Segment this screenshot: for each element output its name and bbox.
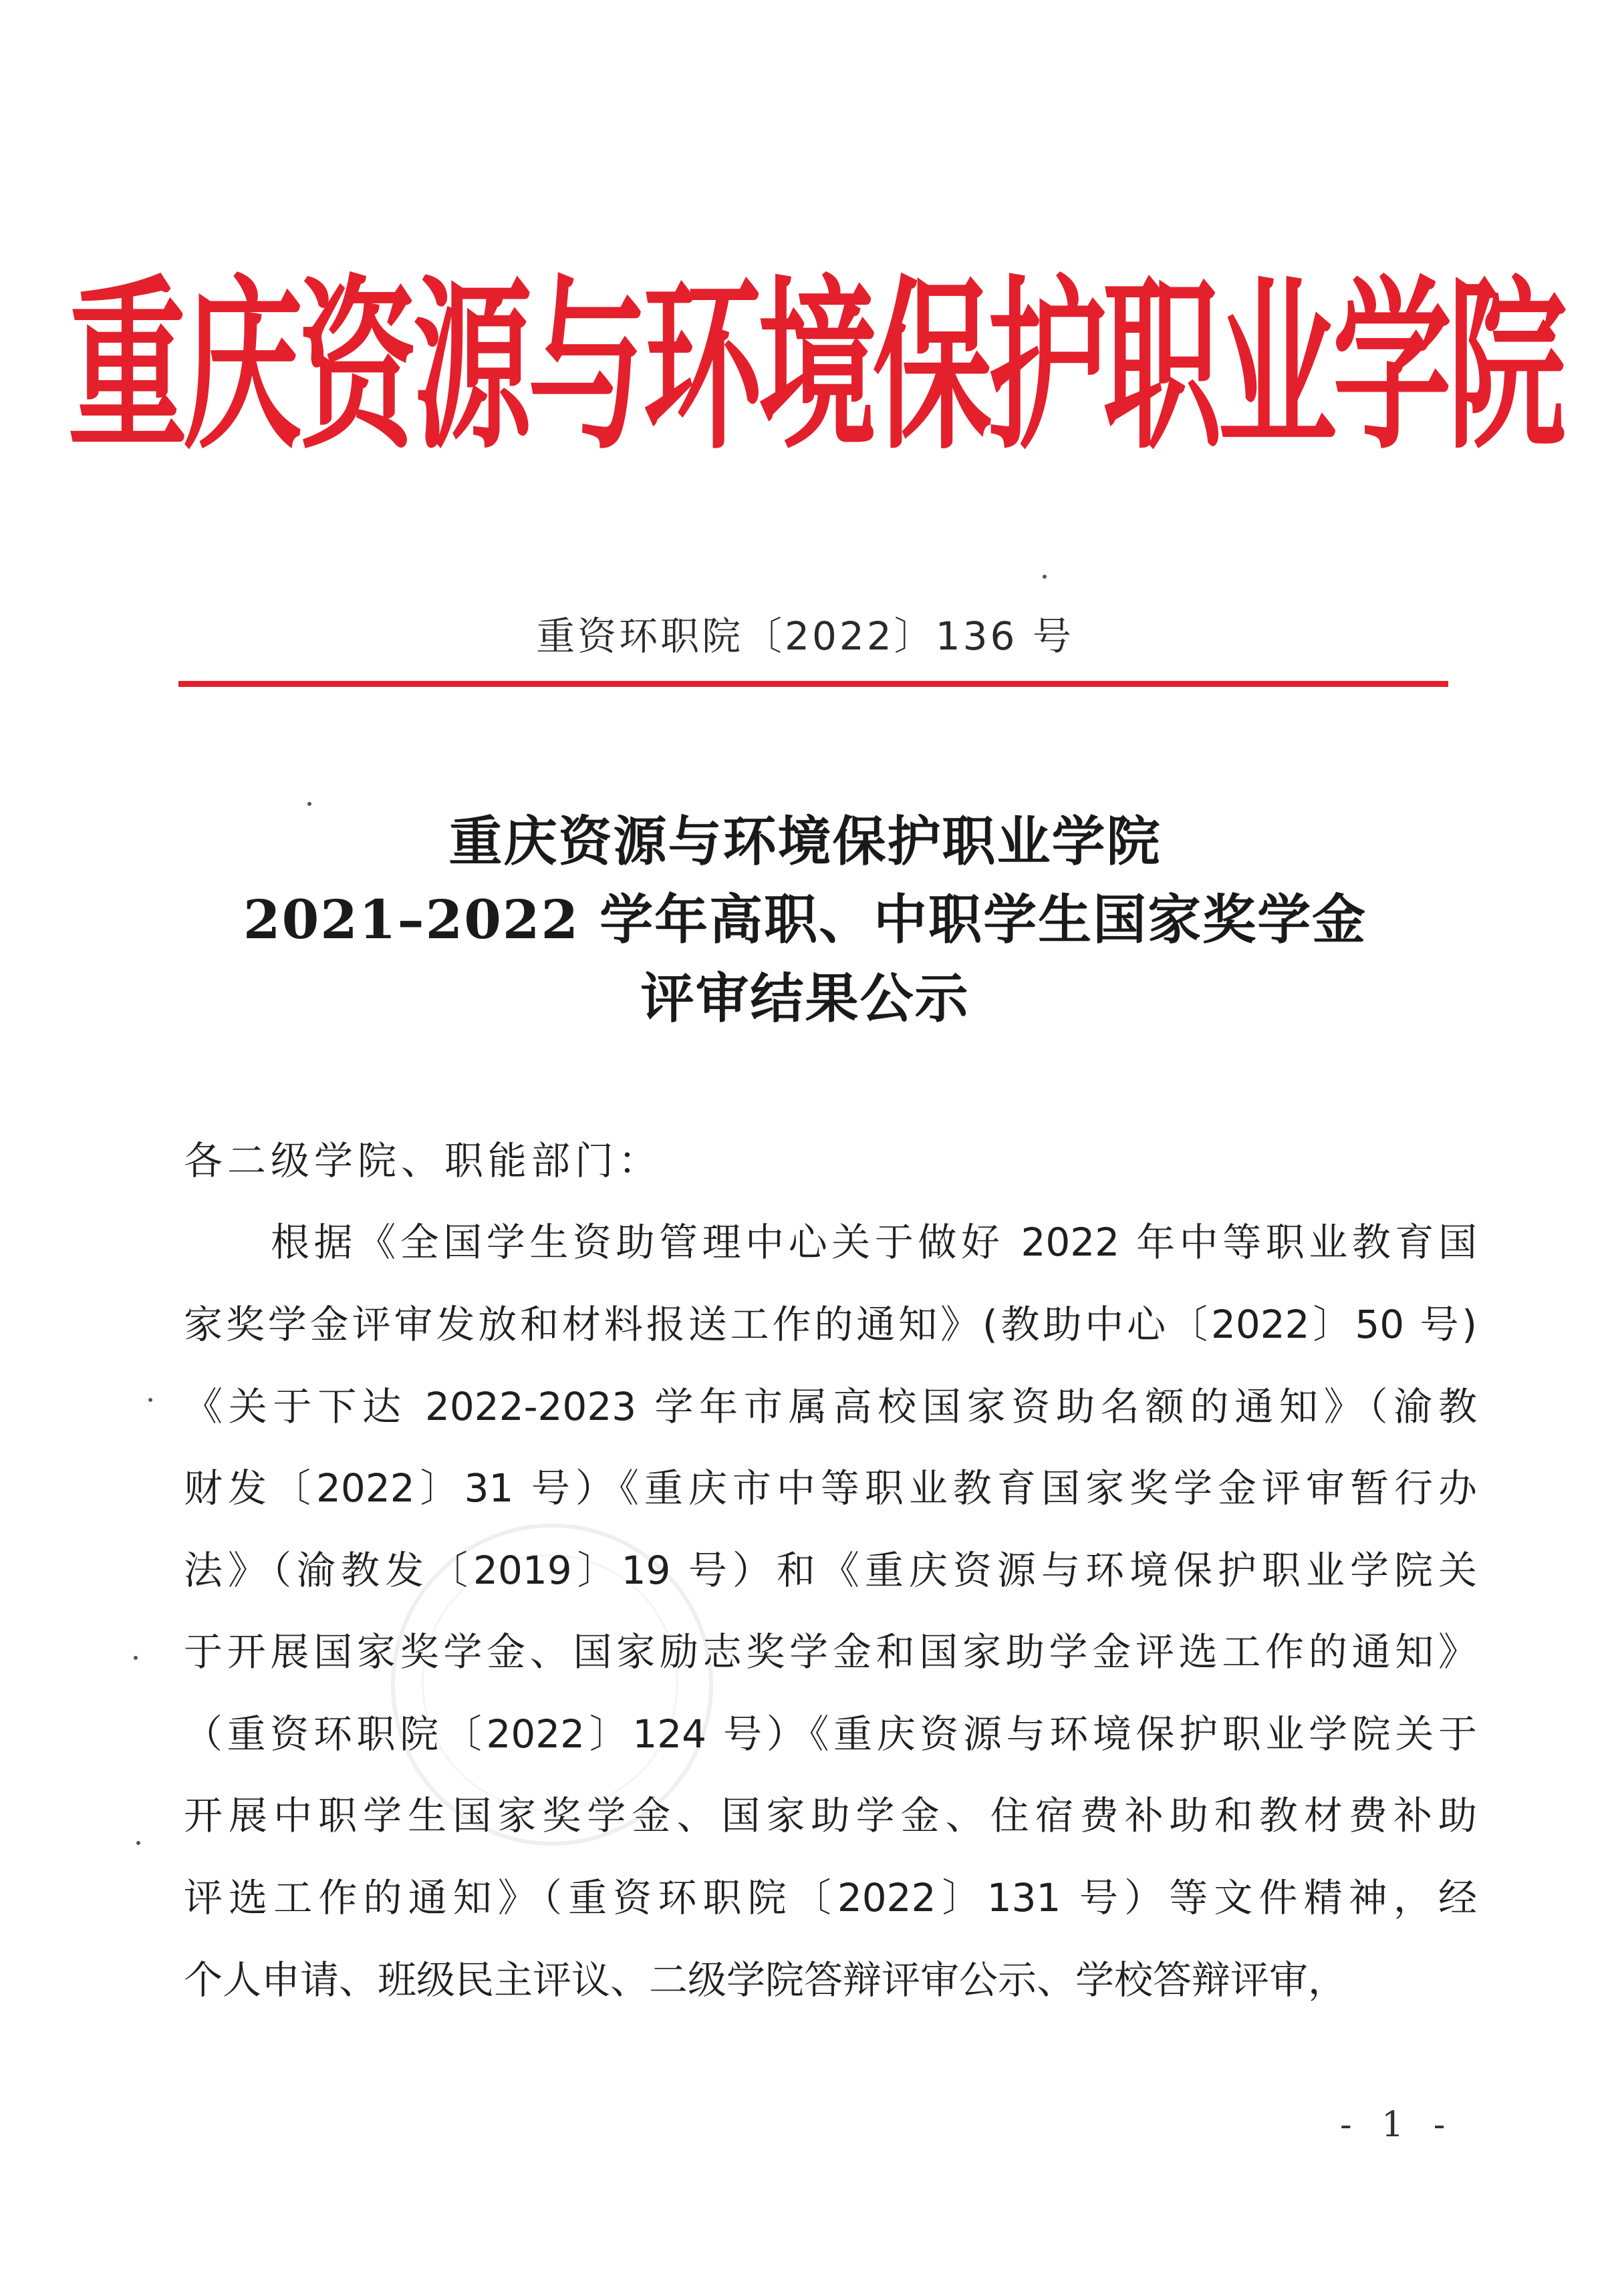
title-line-2: 2021–2022 学年高职、中职学生国家奖学金	[243, 888, 1367, 951]
body-line: 法》（渝教发〔2019〕19 号）和《重庆资源与环境保护职业学院关	[184, 1548, 1477, 1593]
scan-speck	[148, 1398, 152, 1402]
salutation: 各二级学院、职能部门：	[184, 1138, 662, 1183]
body-line: 财发〔2022〕31 号）《重庆市中等职业教育国家奖学金评审暂行办	[184, 1465, 1477, 1511]
body-line: 根据《全国学生资助管理中心关于做好 2022 年中等职业教育国	[271, 1219, 1477, 1265]
page-number: - 1 -	[1340, 2105, 1455, 2145]
body-line: 评选工作的通知》（重资环职院〔2022〕131 号）等文件精神，经	[184, 1875, 1477, 1920]
document-number: 重资环职院〔2022〕136 号	[536, 613, 1074, 659]
body-line: 家奖学金评审发放和材料报送工作的通知》(教助中心〔2022〕50 号)	[184, 1302, 1477, 1347]
body-line: 于开展国家奖学金、国家励志奖学金和国家助学金评选工作的通知》	[184, 1629, 1477, 1675]
red-letterhead: 重庆资源与环境保护职业学院	[68, 257, 1563, 474]
title-line-1: 重庆资源与环境保护职业学院	[448, 810, 1162, 873]
body-line: 个人申请、班级民主评议、二级学院答辩评审公示、学校答辩评审，	[184, 1957, 1347, 2003]
scan-speck	[1043, 575, 1047, 579]
body-line: （重资环职院〔2022〕124 号）《重庆资源与环境保护职业学院关于	[184, 1711, 1477, 1757]
scan-speck	[136, 1841, 140, 1845]
scan-speck	[307, 802, 311, 806]
body-line: 《关于下达 2022-2023 学年市属高校国家资助名额的通知》（渝教	[184, 1384, 1477, 1429]
body-line: 开展中职学生国家奖学金、国家助学金、住宿费补助和教材费补助	[184, 1793, 1477, 1838]
scan-speck	[134, 1656, 138, 1660]
title-line-3: 评审结果公示	[640, 967, 970, 1030]
red-divider-rule	[178, 681, 1448, 687]
